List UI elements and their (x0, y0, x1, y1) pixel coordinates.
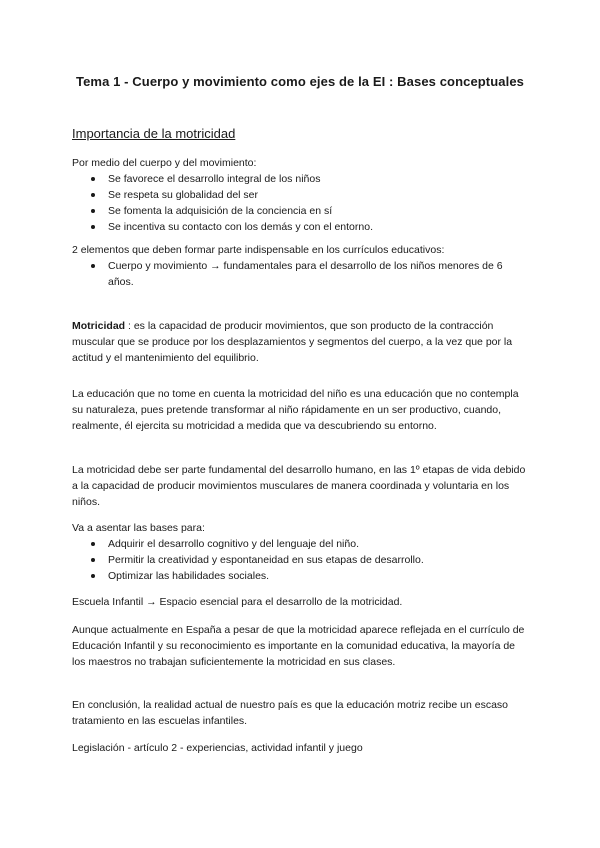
list-item: Permitir la creatividad y espontaneidad en sus etapas de desarrollo. (72, 552, 530, 568)
bases-list (72, 536, 530, 584)
list-item: Se respeta su globalidad del ser (72, 187, 530, 203)
definition-block (72, 318, 530, 366)
paragraph-text: La educación que no tome en cuenta la motricidad del niño es una educación que no contempla su naturaleza, pues pretende transformar al niño rápidamente en un ser productivo, cuando, realmente, él ejercita su motricidad a medida que va descubriendo su entorno. (72, 388, 519, 432)
definition-term: Motricidad (72, 320, 126, 332)
paragraph-3 (72, 594, 530, 610)
list-item: Se incentiva su contacto con los demás y con el entorno. (72, 219, 530, 235)
paragraph-text: Legislación - artículo 2 - experiencias, actividad infantil y juego (72, 742, 363, 754)
paragraph-2 (72, 462, 530, 510)
paragraph-text: La motricidad debe ser parte fundamental del desarrollo humano, en las 1º etapas de vida debido a la capacidad de producir movimientos musculares de manera coordinada y voluntaria en los niños. (72, 464, 526, 508)
section-heading: Importancia de la motricidad (72, 126, 236, 141)
paragraph-text: Aunque actualmente en España a pesar de que la motricidad aparece reflejada en el currículo de Educación Infantil y su reconocimiento es importante en la comunidad educativa, la mayoría de los maestros no trabajan suficientemente la motricidad en sus clases. (72, 624, 525, 668)
definition-text: : es la capacidad de producir movimientos, que son producto de la contracción muscular que se produce por los desplazamientos y segmentos del cuerpo, a la vez que por la actitud y el mantenimiento del equilibrio. (72, 320, 513, 364)
paragraph-4 (72, 622, 530, 670)
intro-1-list (72, 171, 530, 235)
list-item: Adquirir el desarrollo cognitivo y del lenguaje del niño. (72, 536, 530, 552)
document-title: Tema 1 - Cuerpo y movimiento como ejes de la EI : Bases conceptuales (76, 74, 524, 89)
intro-block-1 (72, 155, 530, 235)
definition-paragraph (72, 318, 530, 366)
paragraph-6 (72, 740, 530, 756)
intro-2-list (72, 258, 530, 290)
intro-1-lead: Por medio del cuerpo y del movimiento: (72, 157, 257, 169)
bases-lead: Va a asentar las bases para: (72, 522, 205, 534)
bases-block (72, 520, 530, 584)
paragraph-text: En conclusión, la realidad actual de nuestro país es que la educación motriz recibe un escaso tratamiento en las escuelas infantiles. (72, 699, 509, 727)
list-item: Optimizar las habilidades sociales. (72, 568, 530, 584)
list-item: Cuerpo y movimiento → fundamentales para el desarrollo de los niños menores de 6 años. (72, 258, 530, 290)
paragraph-5 (72, 697, 530, 729)
paragraph-1 (72, 386, 530, 434)
intro-block-2 (72, 242, 530, 290)
paragraph-text: Escuela Infantil → Espacio esencial para el desarrollo de la motricidad. (72, 596, 403, 608)
list-item: Se fomenta la adquisición de la conciencia en sí (72, 203, 530, 219)
intro-2-lead: 2 elementos que deben formar parte indispensable en los currículos educativos: (72, 244, 445, 256)
list-item: Se favorece el desarrollo integral de los niños (72, 171, 530, 187)
